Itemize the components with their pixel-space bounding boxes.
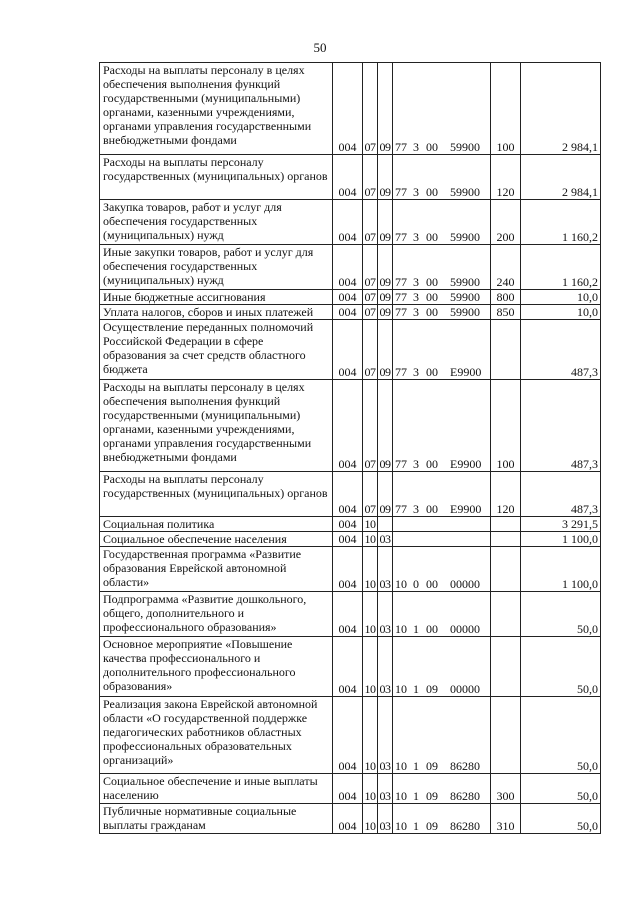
- direction-code: 59900: [450, 305, 480, 319]
- activity-code: 00: [426, 290, 438, 304]
- subsection-code: [378, 517, 393, 532]
- activity-code: 00: [426, 140, 438, 154]
- table-row: [100, 774, 601, 804]
- direction-code: 86280: [450, 789, 480, 803]
- program-code: 77: [395, 275, 407, 289]
- section-code: 07: [363, 63, 378, 155]
- section-code: 07: [363, 245, 378, 290]
- activity-code: 09: [426, 819, 438, 833]
- ministry-code: 004: [333, 804, 363, 834]
- activity-code: 09: [426, 682, 438, 696]
- table-row: [100, 200, 601, 245]
- table-row: [100, 804, 601, 834]
- direction-code: E9900: [450, 457, 482, 471]
- target-article-code: [393, 155, 491, 200]
- row-name: Публичные нормативные социальные выплаты гражданам: [100, 804, 333, 834]
- ministry-code: 004: [333, 697, 363, 774]
- ministry-code: 004: [333, 472, 363, 517]
- program-code: 77: [395, 457, 407, 471]
- program-code: 77: [395, 305, 407, 319]
- row-name: Основное мероприятие «Повышение качества профессионального и дополнительного профессионального образования»: [100, 637, 333, 697]
- ministry-code: 004: [333, 290, 363, 305]
- expense-type-code: 100: [491, 380, 521, 472]
- direction-code: 00000: [450, 577, 480, 591]
- expense-type-code: 300: [491, 774, 521, 804]
- amount: 487,3: [521, 380, 601, 472]
- expense-type-code: 240: [491, 245, 521, 290]
- target-article-code: [393, 200, 491, 245]
- table-row: [100, 532, 601, 547]
- subsection-code: 03: [379, 532, 391, 546]
- subsection-code: 09: [379, 290, 391, 304]
- page-number: 50: [313, 40, 327, 55]
- target-article-code: [393, 245, 491, 290]
- target-article-code: [393, 517, 491, 532]
- target-article-code: [393, 320, 491, 380]
- ministry-code: 004: [333, 774, 363, 804]
- expense-type-code: 120: [491, 155, 521, 200]
- ministry-code: 004: [333, 637, 363, 697]
- table-row: [100, 547, 601, 592]
- target-article-code: [393, 637, 491, 697]
- expense-type-code: [491, 697, 521, 774]
- expense-type-code: 850: [491, 305, 521, 320]
- activity-code: 00: [426, 230, 438, 244]
- section-code: 10: [364, 517, 376, 531]
- direction-code: 86280: [450, 759, 480, 773]
- program-code: 77: [395, 140, 407, 154]
- row-name: Государственная программа «Развитие образования Еврейской автономной области»: [100, 547, 333, 592]
- ministry-code: 004: [333, 547, 363, 592]
- activity-code: 00: [426, 457, 438, 471]
- table-row: [100, 517, 601, 532]
- row-name: Уплата налогов, сборов и иных платежей: [100, 305, 333, 320]
- subprogram-code: 1: [413, 789, 419, 803]
- expense-type-code: [491, 637, 521, 697]
- amount: 1 160,2: [521, 245, 601, 290]
- direction-code: 59900: [450, 140, 480, 154]
- direction-code: 59900: [450, 275, 480, 289]
- direction-code: 00000: [450, 682, 480, 696]
- activity-code: 00: [426, 365, 438, 379]
- table-row: [100, 155, 601, 200]
- row-name: Осуществление переданных полномочий Российской Федерации в сфере образования за счет средств областного бюджета: [100, 320, 333, 380]
- amount: 10,0: [521, 290, 601, 305]
- row-name: Расходы на выплаты персоналу государственных (муниципальных) органов: [100, 155, 333, 200]
- subsection-code: 09: [378, 200, 393, 245]
- target-article-code: [393, 63, 491, 155]
- subsection-code: 09: [378, 472, 393, 517]
- subsection-code: 09: [378, 320, 393, 380]
- expense-type-code: [491, 320, 521, 380]
- section-code: 10: [363, 592, 378, 637]
- table-row: [100, 63, 601, 155]
- row-name: Социальное обеспечение населения: [100, 532, 333, 547]
- direction-code: 59900: [450, 290, 480, 304]
- table-row: [100, 245, 601, 290]
- subprogram-code: 3: [413, 305, 419, 319]
- target-article-code: [393, 804, 491, 834]
- subprogram-code: 3: [413, 502, 419, 516]
- ministry-code: 004: [333, 200, 363, 245]
- activity-code: 00: [426, 622, 438, 636]
- ministry-code: 004: [333, 517, 363, 532]
- direction-code: 86280: [450, 819, 480, 833]
- expense-type-code: 310: [491, 804, 521, 834]
- expense-type-code: [491, 517, 521, 532]
- row-name: Иные бюджетные ассигнования: [100, 290, 333, 305]
- subsection-code: 09: [378, 245, 393, 290]
- subprogram-code: 0: [413, 577, 419, 591]
- section-code: 07: [363, 472, 378, 517]
- expense-type-code: 120: [491, 472, 521, 517]
- section-code: 10: [363, 637, 378, 697]
- direction-code: 59900: [450, 185, 480, 199]
- section-code: 07: [364, 290, 376, 304]
- expense-type-code: [491, 547, 521, 592]
- expense-type-code: 100: [491, 63, 521, 155]
- section-code: 07: [363, 200, 378, 245]
- amount: 2 984,1: [521, 63, 601, 155]
- ministry-code: 004: [333, 380, 363, 472]
- program-code: 10: [395, 622, 407, 636]
- section-code: 10: [363, 697, 378, 774]
- target-article-code: [393, 472, 491, 517]
- table-row: [100, 320, 601, 380]
- program-code: 77: [395, 230, 407, 244]
- expense-type-code: [491, 532, 521, 547]
- activity-code: 00: [426, 577, 438, 591]
- direction-code: E9900: [450, 365, 482, 379]
- target-article-code: [393, 380, 491, 472]
- row-name: Иные закупки товаров, работ и услуг для обеспечения государственных (муниципальных) нужд: [100, 245, 333, 290]
- amount: 487,3: [521, 320, 601, 380]
- subprogram-code: 1: [413, 759, 419, 773]
- table-row: [100, 592, 601, 637]
- subprogram-code: 3: [413, 230, 419, 244]
- section-code: 07: [363, 380, 378, 472]
- target-article-code: [393, 547, 491, 592]
- subprogram-code: 3: [413, 290, 419, 304]
- row-name: Закупка товаров, работ и услуг для обеспечения государственных (муниципальных) нужд: [100, 200, 333, 245]
- amount: 50,0: [521, 697, 601, 774]
- program-code: 10: [395, 819, 407, 833]
- subsection-code: 03: [378, 774, 393, 804]
- row-name: Расходы на выплаты персоналу в целях обеспечения выполнения функций государственными (муниципальными) органами, казенными учреждениями, органами управления государственными внебюджетными фондами: [100, 380, 333, 472]
- row-name: Реализация закона Еврейской автономной области «О государственной поддержке педагогических работников областных профессиональных образовательных организаций»: [100, 697, 333, 774]
- program-code: 77: [395, 290, 407, 304]
- direction-code: E9900: [450, 502, 482, 516]
- section-code: 07: [364, 305, 376, 319]
- subprogram-code: 1: [413, 682, 419, 696]
- ministry-code: 004: [333, 245, 363, 290]
- subsection-code: 03: [378, 592, 393, 637]
- program-code: 77: [395, 365, 407, 379]
- amount: 50,0: [521, 592, 601, 637]
- subsection-code: 03: [378, 697, 393, 774]
- direction-code: 59900: [450, 230, 480, 244]
- subsection-code: 09: [378, 380, 393, 472]
- amount: 50,0: [521, 804, 601, 834]
- amount: 1 100,0: [521, 547, 601, 592]
- target-article-code: [393, 592, 491, 637]
- expense-type-code: [491, 592, 521, 637]
- section-code: 10: [363, 547, 378, 592]
- section-code: 10: [363, 804, 378, 834]
- ministry-code: 004: [333, 63, 363, 155]
- section-code: 10: [363, 774, 378, 804]
- expense-type-code: 200: [491, 200, 521, 245]
- ministry-code: 004: [333, 305, 363, 320]
- amount: 10,0: [521, 305, 601, 320]
- amount: 3 291,5: [521, 517, 601, 532]
- subsection-code: 09: [379, 305, 391, 319]
- program-code: 77: [395, 185, 407, 199]
- section-code: 07: [363, 320, 378, 380]
- section-code: 07: [363, 155, 378, 200]
- amount: 50,0: [521, 637, 601, 697]
- subsection-code: 03: [378, 804, 393, 834]
- amount: 1 160,2: [521, 200, 601, 245]
- subprogram-code: 3: [413, 140, 419, 154]
- subsection-code: 09: [378, 63, 393, 155]
- subprogram-code: 3: [413, 275, 419, 289]
- table-row: [100, 637, 601, 697]
- activity-code: 00: [426, 305, 438, 319]
- subprogram-code: 3: [413, 457, 419, 471]
- program-code: 10: [395, 577, 407, 591]
- row-name: Подпрограмма «Развитие дошкольного, общего, дополнительного и профессионального образования»: [100, 592, 333, 637]
- table-row: [100, 697, 601, 774]
- subprogram-code: 3: [413, 365, 419, 379]
- target-article-code: [393, 774, 491, 804]
- expense-type-code: 800: [491, 290, 521, 305]
- program-code: 10: [395, 789, 407, 803]
- target-article-code: [393, 532, 491, 547]
- subprogram-code: 1: [413, 819, 419, 833]
- section-code: 10: [364, 532, 376, 546]
- table-row: [100, 290, 601, 305]
- row-name: Расходы на выплаты персоналу государственных (муниципальных) органов: [100, 472, 333, 517]
- subprogram-code: 3: [413, 185, 419, 199]
- subsection-code: 09: [378, 155, 393, 200]
- amount: 487,3: [521, 472, 601, 517]
- row-name: Расходы на выплаты персоналу в целях обеспечения выполнения функций государственными (муниципальными) органами, казенными учреждениями, органами управления государственными внебюджетными фондами: [100, 63, 333, 155]
- row-name: Социальная политика: [100, 517, 333, 532]
- table-row: [100, 472, 601, 517]
- amount: 1 100,0: [521, 532, 601, 547]
- row-name: Социальное обеспечение и иные выплаты населению: [100, 774, 333, 804]
- amount: 50,0: [521, 774, 601, 804]
- activity-code: 00: [426, 275, 438, 289]
- subsection-code: 03: [378, 637, 393, 697]
- ministry-code: 004: [333, 592, 363, 637]
- subsection-code: 03: [378, 547, 393, 592]
- direction-code: 00000: [450, 622, 480, 636]
- table-row: [100, 380, 601, 472]
- ministry-code: 004: [333, 532, 363, 547]
- subprogram-code: 1: [413, 622, 419, 636]
- activity-code: 09: [426, 759, 438, 773]
- budget-table: [99, 62, 601, 834]
- activity-code: 00: [426, 185, 438, 199]
- activity-code: 09: [426, 789, 438, 803]
- table-row: [100, 305, 601, 320]
- activity-code: 00: [426, 502, 438, 516]
- target-article-code: [393, 305, 491, 320]
- program-code: 77: [395, 502, 407, 516]
- ministry-code: 004: [333, 320, 363, 380]
- target-article-code: [393, 697, 491, 774]
- amount: 2 984,1: [521, 155, 601, 200]
- table-body: [100, 63, 601, 834]
- ministry-code: 004: [333, 155, 363, 200]
- program-code: 10: [395, 682, 407, 696]
- program-code: 10: [395, 759, 407, 773]
- target-article-code: [393, 290, 491, 305]
